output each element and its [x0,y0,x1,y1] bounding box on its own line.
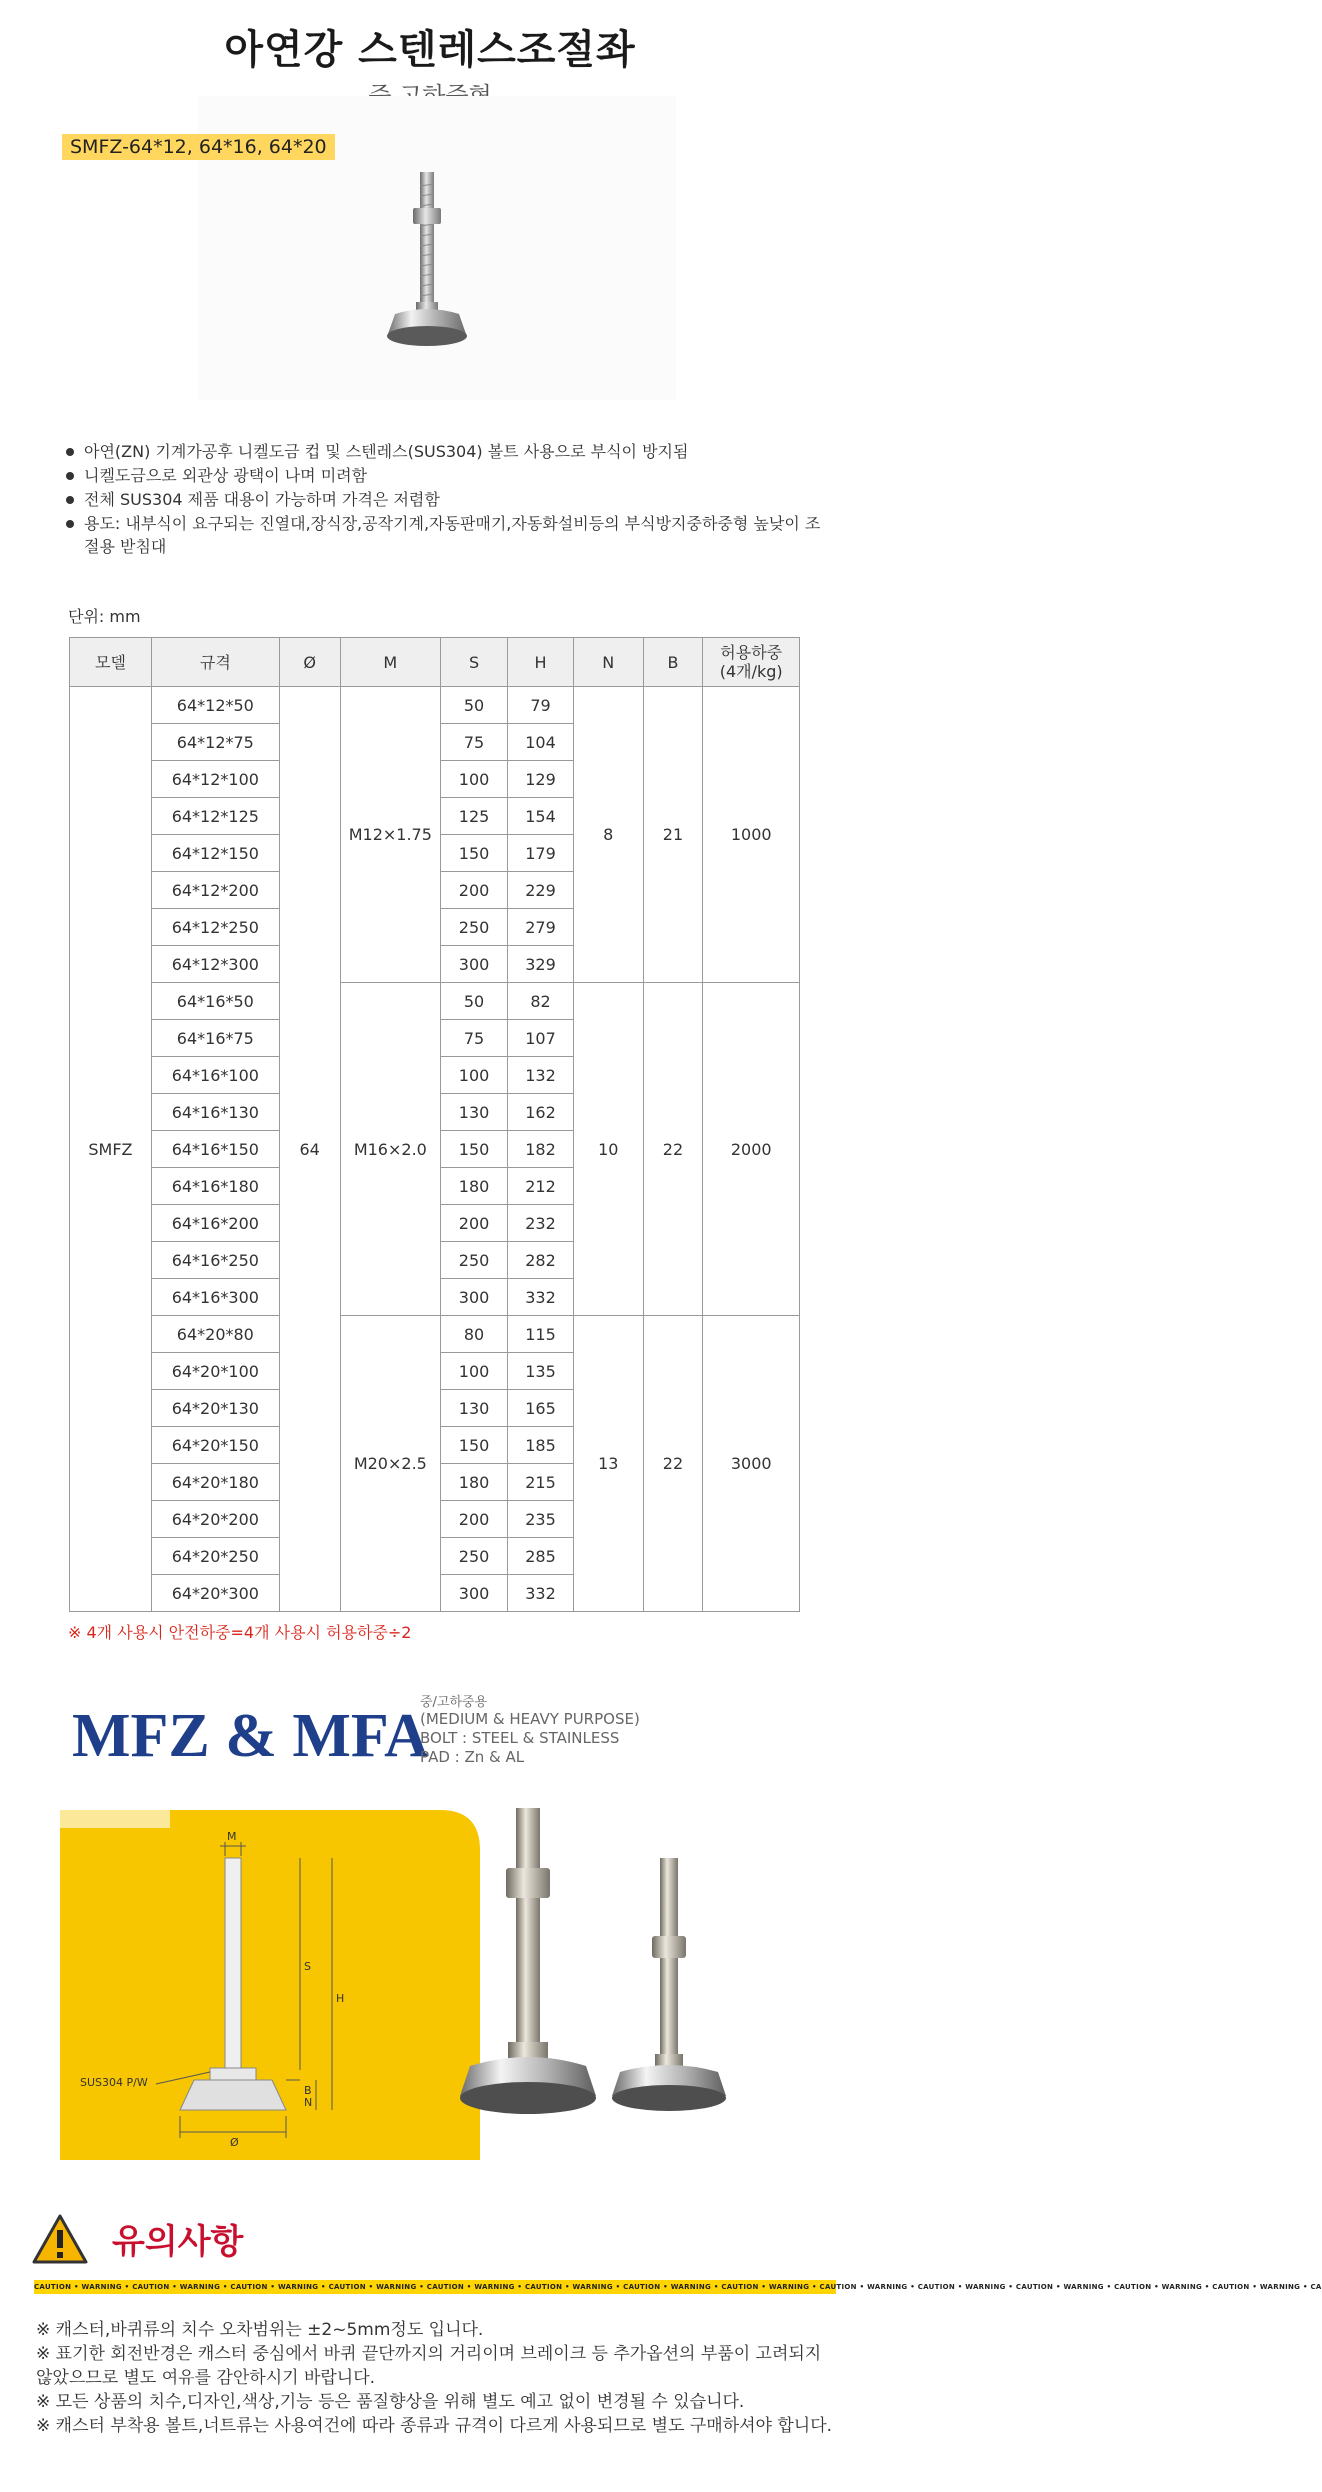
notice-item: ※ 모든 상품의 치수,디자인,색상,기능 등은 품질향상을 위해 별도 예고 없이 변경될 수 있습니다. [36,2392,745,2412]
table-row [70,1316,800,1353]
cell-h: 79 [508,687,574,724]
header-s: S [441,638,508,687]
header-diameter: Ø [279,638,340,687]
cell-h: 332 [508,1279,574,1316]
caution-tape: CAUTION • WARNING • CAUTION • WARNING • CAUTION • WARNING • CAUTION • WARNING • CAUTION • WARNING • CAUTION • WARNING • CAUTION • WARNING • CAUTION • WARNING • CAUTION • WARNING • CAUTION • WARNING • CAUTION • WARNING • CAUTION • WARNING • CAUTION • WARNING • CA [34,2280,836,2294]
diagram-label-b: B [304,2084,312,2097]
cell-load: 3000 [703,1316,800,1612]
cell-h: 132 [508,1057,574,1094]
cell-spec: 64*20*80 [151,1316,279,1353]
cell-s: 250 [441,1242,508,1279]
cell-spec: 64*20*150 [151,1427,279,1464]
cell-spec: 64*12*100 [151,761,279,798]
cell-h: 115 [508,1316,574,1353]
cell-m: M12×1.75 [340,687,441,983]
cell-s: 180 [441,1464,508,1501]
header-n: N [573,638,643,687]
unit-label: 단위: mm [68,607,141,626]
header-m: M [340,638,441,687]
header-b: B [643,638,703,687]
cell-s: 125 [441,798,508,835]
cell-s: 150 [441,1427,508,1464]
warning-triangle-icon [30,2212,90,2268]
cell-h: 162 [508,1094,574,1131]
header-model: 모델 [70,638,152,687]
notice-item: ※ 캐스터 부착용 볼트,너트류는 사용여건에 따라 종류과 규격이 다르게 사용되므로 별도 구매하셔야 합니다. [36,2416,833,2436]
cell-load: 1000 [703,687,800,983]
cell-s: 50 [441,687,508,724]
cell-spec: 64*20*250 [151,1538,279,1575]
cell-s: 100 [441,1057,508,1094]
cell-h: 104 [508,724,574,761]
cell-h: 285 [508,1538,574,1575]
banner-bolt: BOLT : STEEL & STAINLESS [420,1729,620,1747]
cell-h: 185 [508,1427,574,1464]
feature-item: 용도: 내부식이 요구되는 진열대,장식장,공작기계,자동판매기,자동화설비등의 부식방지중하중형 높낮이 조절용 받침대 [62,512,822,558]
cell-diameter: 64 [279,687,340,1612]
product-banner [60,1680,840,2180]
cell-spec: 64*16*100 [151,1057,279,1094]
cell-s: 130 [441,1094,508,1131]
cell-n: 10 [573,983,643,1316]
diagram-label-n: N [304,2096,313,2109]
header-load: 허용하중 (4개/kg) [703,638,800,687]
cell-load: 2000 [703,983,800,1316]
feature-item: 전체 SUS304 제품 대용이 가능하며 가격은 저렴함 [62,488,822,511]
banner-graphic [60,1680,840,2180]
table-row [70,687,800,724]
cell-spec: 64*20*300 [151,1575,279,1612]
feature-item: 니켈도금으로 외관상 광택이 나며 미려함 [62,464,822,487]
safety-note: ※ 4개 사용시 안전하중=4개 사용시 허용하중÷2 [68,1623,412,1642]
cell-s: 150 [441,835,508,872]
model-badge: SMFZ-64*12, 64*16, 64*20 [62,134,335,160]
cell-h: 215 [508,1464,574,1501]
cell-spec: 64*16*50 [151,983,279,1020]
feature-item: 아연(ZN) 기계가공후 니켈도금 컵 및 스텐레스(SUS304) 볼트 사용으로 부식이 방지됨 [62,440,822,463]
cell-b: 22 [643,983,703,1316]
cell-h: 182 [508,1131,574,1168]
table-body [70,687,800,1612]
cell-model: SMFZ [70,687,152,1612]
cell-h: 165 [508,1390,574,1427]
cell-s: 75 [441,724,508,761]
cell-s: 80 [441,1316,508,1353]
banner-purpose-ko: 중/고하중용 [420,1695,488,1710]
banner-logo: MFZ & MFA [72,1702,429,1770]
cell-h: 235 [508,1501,574,1538]
table-header-row [70,638,800,687]
diagram-label-s: S [304,1960,311,1973]
cell-b: 22 [643,1316,703,1612]
cell-spec: 64*16*75 [151,1020,279,1057]
table-row [70,983,800,1020]
cell-spec: 64*16*130 [151,1094,279,1131]
cell-s: 100 [441,761,508,798]
cell-spec: 64*20*200 [151,1501,279,1538]
cell-h: 279 [508,909,574,946]
diagram-label-h: H [336,1992,345,2005]
cell-s: 200 [441,872,508,909]
banner-purpose-en: (MEDIUM & HEAVY PURPOSE) [420,1710,640,1728]
notice-list [36,2318,836,2438]
cell-h: 129 [508,761,574,798]
small-foot-photo [612,1858,726,2111]
diagram-label-m: M [227,1830,237,1843]
header-spec: 규격 [151,638,279,687]
cell-h: 282 [508,1242,574,1279]
cell-h: 212 [508,1168,574,1205]
cell-h: 329 [508,946,574,983]
cell-h: 82 [508,983,574,1020]
page-title: 아연강 스텐레스조절좌 [224,27,636,73]
cell-h: 107 [508,1020,574,1057]
cell-h: 332 [508,1575,574,1612]
diagram-label-washer: SUS304 P/W [80,2076,148,2089]
cell-s: 50 [441,983,508,1020]
cell-s: 130 [441,1390,508,1427]
feature-list [62,440,822,559]
cell-spec: 64*16*150 [151,1131,279,1168]
spec-table [69,637,800,1612]
cell-h: 135 [508,1353,574,1390]
cell-m: M16×2.0 [340,983,441,1316]
cell-spec: 64*12*250 [151,909,279,946]
cell-n: 13 [573,1316,643,1612]
cell-s: 250 [441,909,508,946]
cell-s: 250 [441,1538,508,1575]
diagram-label-diameter: Ø [230,2136,239,2149]
cell-spec: 64*12*150 [151,835,279,872]
cell-h: 179 [508,835,574,872]
cell-s: 300 [441,1575,508,1612]
cell-s: 300 [441,1279,508,1316]
cell-s: 300 [441,946,508,983]
cell-n: 8 [573,687,643,983]
cell-spec: 64*20*100 [151,1353,279,1390]
cell-spec: 64*16*250 [151,1242,279,1279]
cell-s: 200 [441,1501,508,1538]
cell-spec: 64*16*180 [151,1168,279,1205]
cell-s: 100 [441,1353,508,1390]
cell-m: M20×2.5 [340,1316,441,1612]
large-foot-photo [460,1808,596,2114]
caution-title: 유의사항 [112,2222,244,2262]
cell-spec: 64*12*300 [151,946,279,983]
cell-b: 21 [643,687,703,983]
cell-spec: 64*12*200 [151,872,279,909]
header-h: H [508,638,574,687]
cell-h: 232 [508,1205,574,1242]
banner-pad: PAD : Zn & AL [420,1748,525,1766]
cell-s: 180 [441,1168,508,1205]
cell-spec: 64*12*75 [151,724,279,761]
notice-item: ※ 캐스터,바퀴류의 치수 오차범위는 ±2~5mm정도 입니다. [36,2320,484,2340]
cell-h: 229 [508,872,574,909]
cell-spec: 64*16*200 [151,1205,279,1242]
cell-spec: 64*20*180 [151,1464,279,1501]
cell-spec: 64*16*300 [151,1279,279,1316]
cell-h: 154 [508,798,574,835]
notice-item: ※ 표기한 회전반경은 캐스터 중심에서 바퀴 끝단까지의 거리이며 브레이크 등 추가옵션의 부품이 고려되지 않았으므로 별도 여유를 감안하시기 바랍니다. [36,2344,822,2388]
cell-s: 75 [441,1020,508,1057]
cell-spec: 64*20*130 [151,1390,279,1427]
cell-spec: 64*12*50 [151,687,279,724]
cell-s: 200 [441,1205,508,1242]
cell-spec: 64*12*125 [151,798,279,835]
cell-s: 150 [441,1131,508,1168]
